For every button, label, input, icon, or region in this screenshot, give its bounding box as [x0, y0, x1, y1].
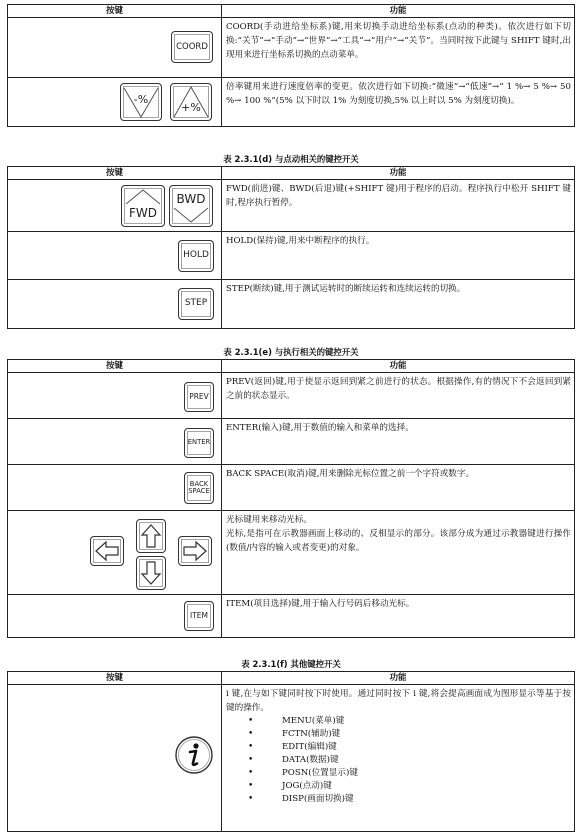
prev-label: PREV — [189, 392, 209, 402]
key-list — [248, 715, 571, 806]
table-row — [8, 685, 574, 831]
table-row — [8, 419, 574, 465]
cursor-down-button[interactable] — [136, 556, 166, 590]
table-header — [8, 167, 574, 180]
row-desc: 倍率键用来进行速度倍率的变更。依次进行如下切换:“微速”→“低速”→“ 1 %→ 5 %→ 50 %→ 100 %”(5% 以下时以 1% 为刻度切换,5% 以上时以 5% 为刻度切换)。 — [226, 82, 571, 106]
key-cell — [8, 280, 222, 328]
header-func: 功能 — [389, 361, 407, 371]
table-caption: 表 2.3.1(e) 与执行相关的键控开关 — [223, 347, 359, 357]
enter-button[interactable] — [184, 428, 214, 458]
override-down-button[interactable] — [120, 83, 162, 121]
table-other — [7, 671, 575, 832]
coord-key-label: COORD — [176, 41, 208, 52]
prev-button[interactable] — [184, 382, 214, 412]
row-desc — [222, 685, 574, 831]
override-up-button[interactable] — [170, 83, 212, 121]
override-down-label: -% — [133, 93, 149, 107]
list-item: • DATA(数据)键 — [248, 754, 571, 767]
key-cell — [8, 685, 222, 831]
cursor-desc-1: 光标键用来移动光标。 — [226, 515, 312, 525]
key-cell — [8, 465, 222, 510]
key-cell — [8, 595, 222, 637]
table-row — [8, 465, 574, 511]
list-item: • FCTN(辅助)键 — [248, 728, 571, 741]
arrow-left-icon — [94, 540, 120, 562]
hold-button[interactable] — [178, 240, 214, 272]
list-item: • JOG(点动)键 — [248, 780, 571, 793]
list-item: • MENU(菜单)键 — [248, 715, 571, 728]
table-row — [8, 511, 574, 595]
table-header — [8, 672, 574, 685]
list-item: • DISP(画面切换)键 — [248, 793, 571, 806]
row-desc: ITEM(项目选择)键,用于输入行号码后移动光标。 — [226, 599, 415, 609]
key-cell — [8, 419, 222, 464]
override-up-label: +% — [181, 101, 201, 115]
item-label: ITEM — [189, 611, 208, 621]
cursor-left-button[interactable] — [90, 536, 124, 566]
table-jog — [7, 166, 575, 329]
row-desc: STEP(断续)键,用于测试运转时的断续运转和连续运转的切换。 — [226, 284, 466, 294]
step-label: STEP — [184, 298, 208, 309]
coord-key-button[interactable] — [171, 31, 213, 63]
key-cell — [8, 180, 222, 231]
bwd-label: BWD — [176, 191, 206, 206]
cursor-desc-2: 光标,是指可在示教器画面上移动的、反相显示的部分。该部分成为通过示教器键进行操作(数值/内容的输入或者变更)的对象。 — [226, 529, 571, 553]
info-i-icon — [174, 735, 214, 775]
arrow-up-icon — [140, 523, 162, 549]
bwd-button[interactable] — [169, 185, 213, 227]
fwd-label: FWD — [128, 205, 157, 220]
hold-label: HOLD — [183, 250, 209, 261]
table-execution — [7, 359, 575, 638]
i-key-button[interactable] — [174, 735, 214, 775]
table-row — [8, 595, 574, 637]
table-row — [8, 180, 574, 232]
key-cell — [8, 232, 222, 279]
enter-label: ENTER — [187, 438, 211, 447]
table-header — [8, 360, 574, 373]
list-item: • POSN(位置显示)键 — [248, 767, 571, 780]
fwd-button[interactable] — [121, 185, 165, 227]
table-row — [8, 280, 574, 328]
table-top — [7, 4, 575, 127]
table-header — [8, 5, 574, 18]
row-desc: BACK SPACE(取消)键,用来删除光标位置之前一个字符或数字。 — [226, 469, 475, 479]
header-func: 功能 — [389, 168, 407, 178]
header-key: 按键 — [8, 672, 222, 684]
key-cell — [8, 373, 222, 418]
table-row — [8, 232, 574, 280]
row-desc: PREV(返回)键,用于使显示返回到紧之前进行的状态。根据操作,有的情况下不会返回到紧之前的状态显示。 — [226, 377, 571, 401]
backspace-label-1: BACK — [189, 479, 209, 488]
row-desc: HOLD(保持)键,用来中断程序的执行。 — [226, 236, 375, 246]
backspace-button[interactable] — [184, 472, 214, 504]
header-func: 功能 — [389, 673, 407, 683]
backspace-label-2: SPACE — [188, 487, 210, 495]
key-cell — [8, 18, 222, 77]
arrow-down-icon — [140, 560, 162, 586]
row-desc — [222, 511, 574, 594]
header-func: 功能 — [389, 6, 407, 16]
table-row — [8, 18, 574, 78]
item-button[interactable] — [184, 601, 214, 631]
step-button[interactable] — [178, 288, 214, 320]
table-row — [8, 373, 574, 419]
row-desc: ENTER(输入)键,用于数值的输入和菜单的选择。 — [226, 423, 414, 433]
i-key-intro: i 键,在与如下键同时按下时使用。通过同时按下 i 键,将会提高画面成为图形显示等基于按键的操作。 — [226, 689, 571, 713]
arrow-right-icon — [182, 540, 208, 562]
row-desc: FWD(前进)键、BWD(后退)键(+SHIFT 键)用于程序的启动。程序执行中松开 SHIFT 键时,程序执行暂停。 — [226, 184, 571, 208]
header-key: 按键 — [8, 5, 222, 17]
table-row — [8, 78, 574, 126]
key-cell — [8, 78, 222, 126]
header-key: 按键 — [8, 360, 222, 372]
list-item: • EDIT(编辑)键 — [248, 741, 571, 754]
table-caption: 表 2.3.1(f) 其他键控开关 — [241, 659, 341, 669]
header-key: 按键 — [8, 167, 222, 179]
cursor-right-button[interactable] — [178, 536, 212, 566]
key-cell — [8, 511, 222, 594]
cursor-up-button[interactable] — [136, 519, 166, 553]
table-caption: 表 2.3.1(d) 与点动相关的键控开关 — [223, 154, 359, 164]
row-desc: COORD(手动进给坐标系)键,用来切换手动进给坐标系(点动的种类)。依次进行如下切换:“关节”→“手动”→“世界”→“工具”→“用户”→“关节”。当同时按下此键与 SHIFT 键时,出现用来进行坐标系切换的点动菜单。 — [226, 22, 571, 60]
